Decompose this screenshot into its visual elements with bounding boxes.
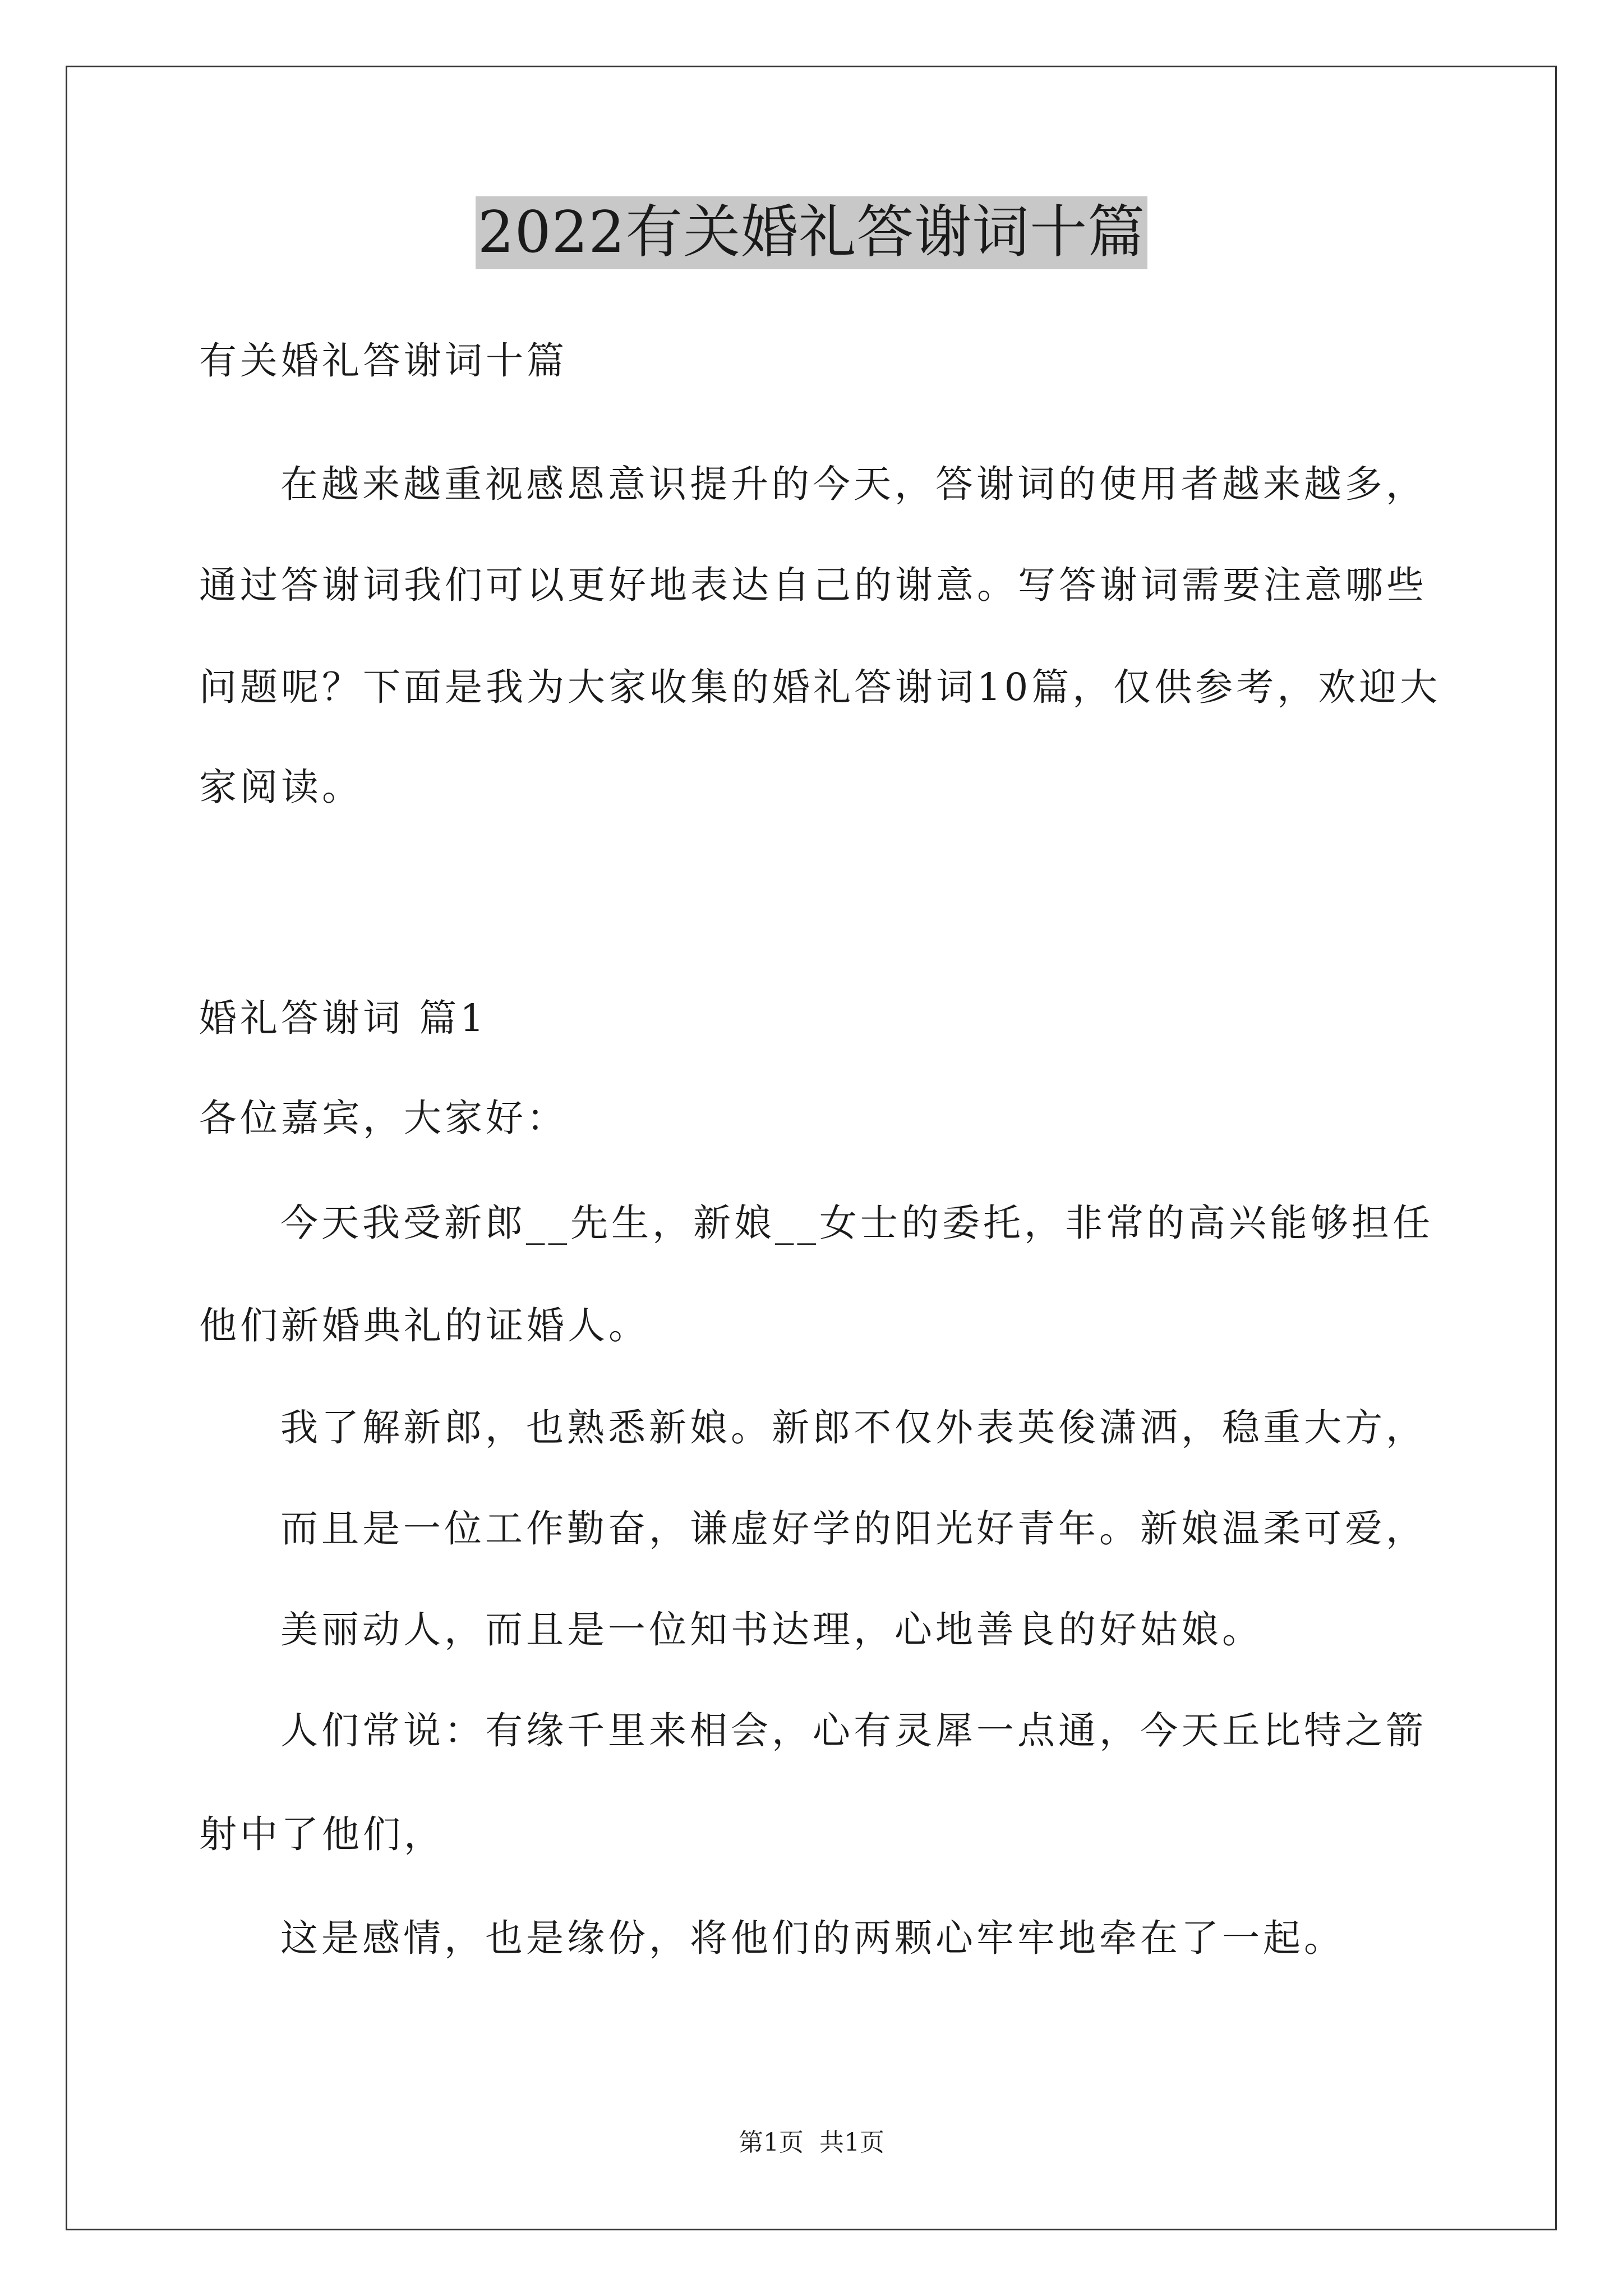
body-paragraph-line: 而且是一位工作勤奋，谦虚好学的阳光好青年。新娘温柔可爱， xyxy=(280,1507,1427,1550)
body-paragraph-line: 我了解新郎，也熟悉新娘。新郎不仅外表英俊潇洒，稳重大方， xyxy=(280,1406,1427,1450)
intro-paragraph-line: 问题呢？下面是我为大家收集的婚礼答谢词10篇，仅供参考，欢迎大 xyxy=(199,665,1441,709)
document-title: 2022有关婚礼答谢词十篇 xyxy=(476,196,1148,269)
title-container xyxy=(0,196,1623,269)
body-paragraph-line: 美丽动人，而且是一位知书达理，心地善良的好姑娘。 xyxy=(280,1608,1263,1651)
section-heading: 婚礼答谢词 篇1 xyxy=(199,996,487,1040)
salutation-line: 各位嘉宾，大家好： xyxy=(199,1096,568,1140)
intro-paragraph-line: 通过答谢词我们可以更好地表达自己的谢意。写答谢词需要注意哪些 xyxy=(199,563,1427,607)
intro-paragraph-line: 在越来越重视感恩意识提升的今天，答谢词的使用者越来越多， xyxy=(280,462,1427,506)
body-paragraph-line: 这是感情，也是缘份，将他们的两颗心牢牢地牵在了一起。 xyxy=(280,1916,1345,1960)
body-paragraph-line: 今天我受新郎__先生，新娘__女士的委托，非常的高兴能够担任 xyxy=(280,1201,1433,1245)
body-paragraph-line: 人们常说：有缘千里来相会，心有灵犀一点通，今天丘比特之箭 xyxy=(280,1709,1427,1752)
page-total: 共1页 xyxy=(819,2128,884,2157)
body-paragraph-line: 射中了他们， xyxy=(199,1812,445,1856)
intro-paragraph-line: 家阅读。 xyxy=(199,765,363,809)
page-border xyxy=(66,66,1557,2230)
page-footer xyxy=(0,2126,1623,2160)
body-paragraph-line: 他们新婚典礼的证婚人。 xyxy=(199,1304,649,1347)
subtitle-line: 有关婚礼答谢词十篇 xyxy=(199,339,568,383)
page-number: 第1页 xyxy=(739,2128,804,2157)
